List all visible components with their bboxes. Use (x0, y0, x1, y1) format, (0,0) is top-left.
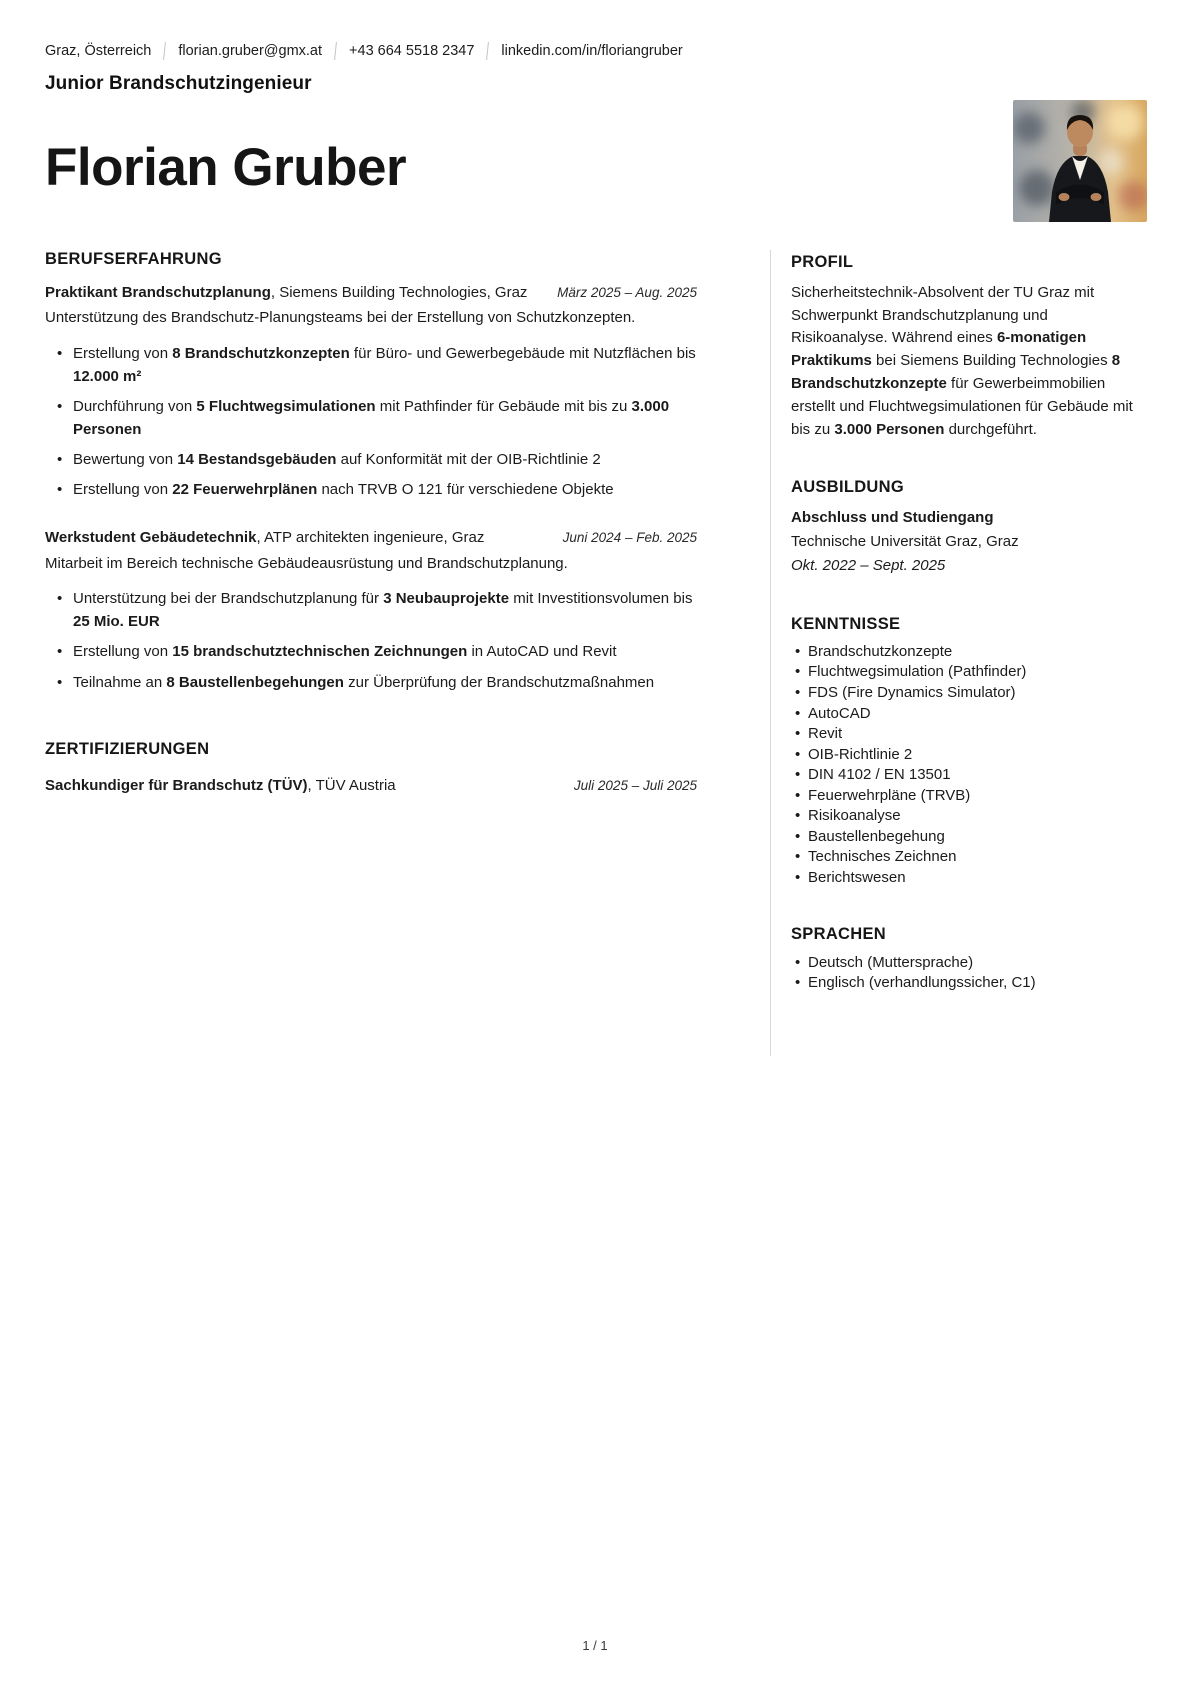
education-school: Technische Universität Graz, Graz (791, 533, 1019, 551)
certification-entry (45, 775, 697, 798)
certifications-heading: ZERTIFIZIERUNGEN (45, 739, 210, 758)
experience-heading: BERUFSERFAHRUNG (45, 249, 222, 268)
education-date: Okt. 2022 – Sept. 2025 (791, 556, 946, 574)
job-bullet: • Durchführung von 5 Fluchtwegsimulationen mit Pathfinder für Gebäude mit bis zu 3.000 Personen (73, 395, 697, 441)
job-summary: Mitarbeit im Bereich technische Gebäudeausrüstung und Brandschutzplanung. (45, 554, 568, 572)
job-bullet-list (45, 587, 697, 693)
job-bullet: • Erstellung von 22 Feuerwehrplänen nach TRVB O 121 für verschiedene Objekte (73, 478, 697, 501)
job-title-line: Praktikant Brandschutzplanung, Siemens Building Technologies, Graz (45, 283, 528, 301)
profile-photo (1013, 100, 1147, 222)
contact-item: +43 664 5518 2347 (322, 42, 474, 60)
job-bullet: • Erstellung von 15 brandschutztechnischen Zeichnungen in AutoCAD und Revit (73, 640, 697, 663)
right-column (791, 250, 1145, 1056)
language-item: • Deutsch (Muttersprache) (808, 953, 1145, 974)
contact-row (45, 42, 1145, 60)
skill-item: • Technisches Zeichnen (808, 847, 1145, 868)
education-heading: AUSBILDUNG (791, 478, 904, 497)
skill-item: • AutoCAD (808, 704, 1145, 725)
job-bullet-list (45, 342, 697, 502)
profile-photo-graphic (1013, 100, 1147, 222)
education-degree: Abschluss und Studiengang (791, 509, 994, 527)
skill-item: • Baustellenbegehung (808, 827, 1145, 848)
job-bullet: • Teilnahme an 8 Baustellenbegehungen zur Überprüfung der Brandschutzmaßnahmen (73, 671, 697, 694)
language-item: • Englisch (verhandlungssicher, C1) (808, 973, 1145, 994)
job-header (45, 282, 697, 305)
certifications-section (45, 740, 697, 798)
skill-item: • Risikoanalyse (808, 806, 1145, 827)
languages-section (791, 922, 1145, 993)
contact-item: florian.gruber@gmx.at (151, 42, 322, 60)
certification-date: Juli 2025 – Juli 2025 (573, 777, 697, 793)
profile-section (791, 250, 1145, 442)
skills-list (791, 642, 1145, 889)
job-bullet: • Bewertung von 14 Bestandsgebäuden auf Konformität mit der OIB-Richtlinie 2 (73, 448, 697, 471)
languages-list (791, 953, 1145, 994)
skill-item: • Feuerwehrpläne (TRVB) (808, 786, 1145, 807)
skill-item: • Revit (808, 724, 1145, 745)
profile-text: Sicherheitstechnik-Absolvent der TU Graz mit Schwerpunkt Brandschutzplanung und Risikoanalyse. Während eines 6-monatigen Praktikums bei Siemens Building Technologies 8 Brandschutzkonzepte für Gewerbeimmobilien erstellt und Fluchtwegsimulationen für Gebäude mit bis zu 3.000 Personen durchgeführt. (791, 283, 1133, 438)
job-bullet: • Unterstützung bei der Brandschutzplanung für 3 Neubauprojekte mit Investitionsvolumen bis 25 Mio. EUR (73, 587, 697, 633)
skills-heading: KENNTNISSE (791, 614, 901, 633)
page-number: 1 / 1 (582, 1638, 608, 1653)
skill-item: • Fluchtwegsimulation (Pathfinder) (808, 662, 1145, 683)
skills-section (791, 612, 1145, 889)
content-columns (45, 250, 1145, 1056)
experience-entry (45, 282, 697, 502)
person-name: Florian Gruber (45, 138, 407, 198)
education-section (791, 475, 1145, 577)
languages-heading: SPRACHEN (791, 925, 886, 944)
skill-item: • OIB-Richtlinie 2 (808, 745, 1145, 766)
skill-item: • FDS (Fire Dynamics Simulator) (808, 683, 1145, 704)
experience-entry (45, 527, 697, 693)
job-date: Juni 2024 – Feb. 2025 (562, 530, 697, 546)
contact-item: linkedin.com/in/floriangruber (474, 42, 682, 60)
column-divider (770, 250, 771, 1056)
skill-item: • DIN 4102 / EN 13501 (808, 765, 1145, 786)
certification-title-line: Sachkundiger für Brandschutz (TÜV), TÜV Austria (45, 776, 396, 794)
job-title: Junior Brandschutzingenieur (45, 73, 312, 95)
job-header (45, 527, 697, 550)
job-title-line: Werkstudent Gebäudetechnik, ATP architekten ingenieure, Graz (45, 529, 485, 547)
skill-item: • Berichtswesen (808, 868, 1145, 889)
left-column (45, 250, 697, 1056)
job-bullet: • Erstellung von 8 Brandschutzkonzepten für Büro- und Gewerbegebäude mit Nutzflächen bis 12.000 m² (73, 342, 697, 388)
contact-item: Graz, Österreich (45, 43, 152, 59)
skill-item: • Brandschutzkonzepte (808, 642, 1145, 663)
profile-heading: PROFIL (791, 252, 854, 271)
job-summary: Unterstützung des Brandschutz-Planungsteams bei der Erstellung von Schutzkonzepten. (45, 309, 636, 327)
job-date: März 2025 – Aug. 2025 (557, 284, 697, 300)
header (45, 42, 1145, 200)
